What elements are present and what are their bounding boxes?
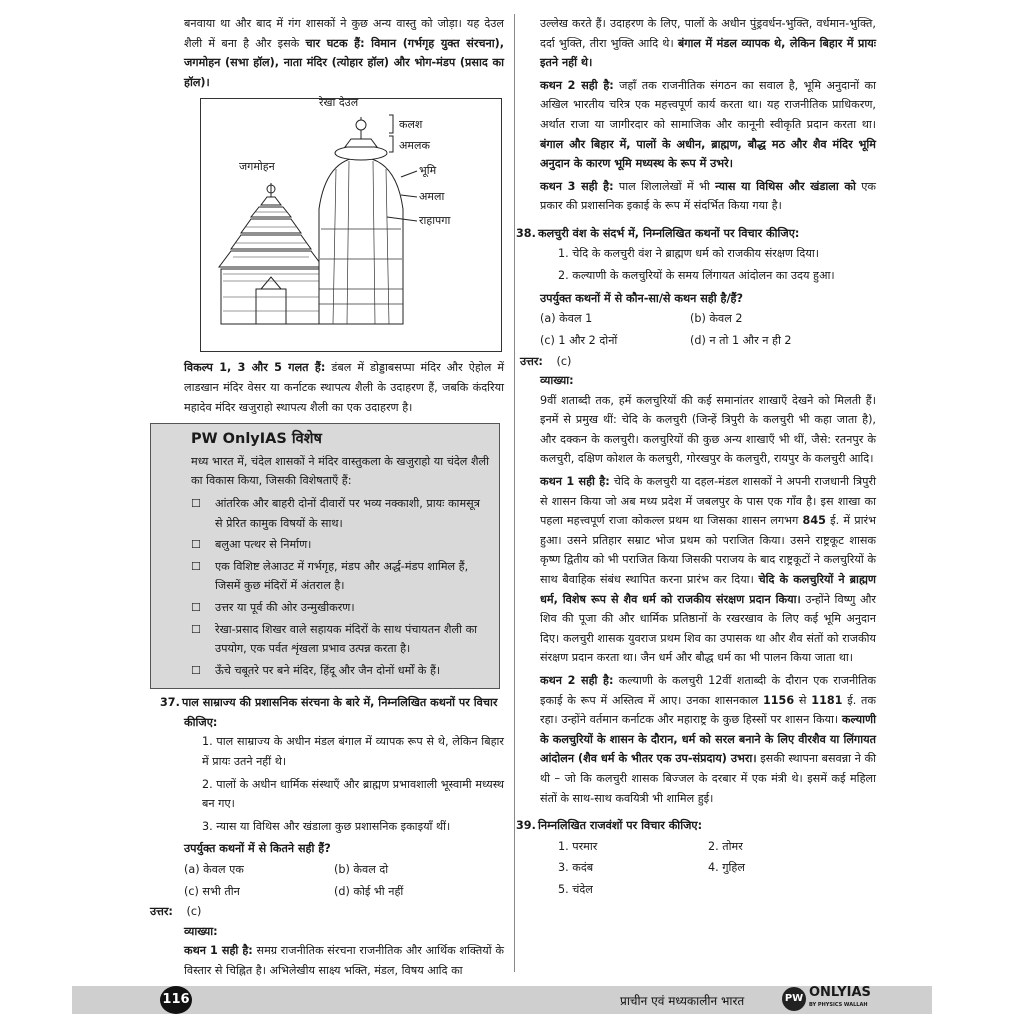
q38-options [540, 308, 876, 351]
label-kalash: कलश [399, 118, 423, 132]
q37-option-b: (b) केवल दो [334, 863, 389, 877]
q39-items [540, 836, 876, 901]
q38-answer: उत्तर: (c) [520, 354, 572, 368]
label-amalak: अमलक [399, 139, 430, 153]
box-item: ☐ रेखा-प्रसाद शिखर वाले सहायक मंदिरों के साथ पंचायतन शैली का उपयोग, एक पर्वत शृंखला प्रभाव उत्पन्न करता है। [191, 620, 489, 659]
label-rahapaga: राहापगा [419, 214, 451, 228]
q37-options [184, 859, 504, 902]
konark-temple-illustration [201, 99, 501, 351]
brand-name: ONLYIAS BY PHYSICS WALLAH [809, 985, 871, 1008]
box-intro: मध्य भारत में, चंदेल शासकों ने मंदिर वास्तुकला के खजुराहो या चंदेल शैली का विकास किया, जिसकी विशेषताएँ हैं: [191, 454, 489, 488]
q38-explanation-intro: 9वीं शताब्दी तक, हमें कलचुरियों की कई समानांतर शाखाएँ देखने को मिलती हैं। इनमें से प्रमुख थीं: चेदि के कलचुरी (जिन्हें त्रिपुरी के कलचुरी भी कहा जाता है), और दक्कन के कलचुरी। कलचुरियों की कुछ अन्य शाखाएँ भी थीं, जैसे: रतनपुर के कलचुरी, दक्षिण कोशल के कलचुरी, गोरखपुर के कलचुरी, रायपुर के कलचुरी आदि। [540, 393, 876, 466]
q39-item-3: 3. कदंब [558, 861, 594, 875]
pw-logo-icon: PW [782, 987, 806, 1011]
q37-ask: उपर्युक्त कथनों में से कितने सही हैं? [184, 842, 331, 856]
q37-statement-3: 3. न्यास या विथिस और खंडाला कुछ प्रशासनिक इकाइयाँ थीं। [202, 819, 451, 833]
label-amla: अमला [419, 190, 445, 204]
q37-explanation-label: व्याख्या: [184, 924, 218, 938]
q38-option-d: (d) न तो 1 और न ही 2 [690, 333, 792, 347]
box-item: ☐ आंतरिक और बाहरी दोनों दीवारों पर भव्य नक्काशी, प्रायः कामसूत्र से प्रेरित कामुक विषयों के साथ। [191, 494, 489, 533]
q38-statement-1: 1. चेदि के कलचुरी वंश ने ब्राह्मण धर्म को राजकीय संरक्षण दिया। [558, 246, 819, 260]
q37-continued: उल्लेख करते हैं। उदाहरण के लिए, पालों के अधीन पुंड्रवर्धन-भुक्ति, वर्धमान-भुक्ति, दर्दा भुक्ति, तीरा भुक्ति आदि थे। बंगाल में मंडल व्यापक थे, लेकिन बिहार में प्रायः इतने नहीं थे। [540, 17, 877, 70]
q37-option-c: (c) सभी तीन [184, 884, 240, 898]
box-list [191, 494, 489, 680]
box-item: ☐ उत्तर या पूर्व की ओर उन्मुखीकरण। [191, 598, 489, 618]
q37-answer: उत्तर: (c) [150, 905, 202, 919]
q38-option-b: (b) केवल 2 [690, 312, 743, 326]
column-divider [514, 14, 515, 972]
q37-statement-1-explanation: कथन 1 सही है: समग्र राजनीतिक संरचना राजनीतिक और आर्थिक शक्तियों के विस्तार से चिह्नित है। अभिलेखीय साक्ष्य भक्ति, मंडल, विषय आदि का [184, 944, 505, 977]
box-title: PW OnlyIAS विशेष [191, 431, 322, 448]
label-rekha-deul: रेखा देउल [319, 96, 359, 110]
box-item: ☐ ऊँचे चबूतरे पर बने मंदिर, हिंदू और जैन दोनों धर्मों के हैं। [191, 661, 489, 681]
q38-option-c: (c) 1 और 2 दोनों [540, 333, 618, 347]
book-title: प्राचीन एवं मध्यकालीन भारत [620, 994, 745, 1008]
q37-statement-1: 1. पाल साम्राज्य के अधीन मंडल बंगाल में व्यापक रूप से थे, लेकिन बिहार में प्रायः उतने नहीं थे। [202, 735, 504, 769]
label-jagmohan: जगमोहन [239, 160, 275, 174]
question-37: 37. पाल साम्राज्य की प्रशासनिक संरचना के बारे में, निम्नलिखित कथनों पर विचार कीजिए: [160, 696, 498, 729]
question-39: 39. निम्नलिखित राजवंशों पर विचार कीजिए: [516, 819, 703, 833]
onlyias-logo [782, 987, 871, 1011]
q38-statement-1-explanation: कथन 1 सही है: चेदि के कलचुरी या दहल-मंडल शासकों ने अपनी राजधानी त्रिपुरी से शासन किया जो अब मध्य प्रदेश में जबलपुर के पास एक गाँव है। इस शाखा का पहला महत्त्वपूर्ण राजा कोकल्ल प्रथम था जिसका शासन लगभग 845 ई. में प्रारंभ हुआ। उसने प्रतिहार सम्राट भोज प्रथम को पराजित किया। उसने राष्ट्रकूट शासक कृष्ण द्वितीय को भी पराजित किया जिसकी पराजय के बाद राष्ट्रकूटों ने कलचुरियों के साथ बैवाहिक संबंध स्थापित करना प्रारंभ कर दिया। चेदि के कलचुरियों ने ब्राह्मण धर्म, विशेष रूप से शैव धर्म को राजकीय संरक्षण प्रदान किया। उन्होंने विष्णु और शिव की पूजा की और धार्मिक प्रतिष्ठानों के रखरखाव के लिए कई भूमि अनुदान दिए। कलचुरी शासक युवराज प्रथम शिव का उपासक था और शैव संतों को राजकीय संरक्षण प्रदान करता था। जैन धर्म और बौद्ध धर्म का भी पालन किया जाता था। [540, 475, 877, 665]
q37-statement-2: 2. पालों के अधीन धार्मिक संस्थाएँ और ब्राह्मण प्रभावशाली भूस्वामी मध्यस्थ बन गए। [202, 777, 504, 811]
box-item: ☐ एक विशिष्ट लेआउट में गर्भगृह, मंडप और अर्द्ध-मंडप शामिल हैं, जिसमें कुछ मंदिरों में अंतराल है। [191, 557, 489, 596]
q39-item-1: 1. परमार [558, 839, 598, 853]
q37-statement-2-explanation: कथन 2 सही है: जहाँ तक राजनीतिक संगठन का सवाल है, भूमि अनुदानों का अखिल भारतीय चरित्र एक महत्त्वपूर्ण कार्य करता था। यह राजनीतिक प्राधिकरण, अर्थात राजा या जागीरदार को सामाजिक और कानूनी स्वीकृति प्रदान करता था। बंगाल और बिहार में, पालों के अधीन, ब्राह्मण, बौद्ध मठ और शैव मंदिर भूमि अनुदान के कारण भूमि मध्यस्थ के रूप में उभरे। [540, 78, 877, 171]
temple-figure [200, 98, 502, 352]
option-explanation: विकल्प 1, 3 और 5 गलत हैं: डंबल में डोड्डाबसप्पा मंदिर और ऐहोल में लाडखान मंदिर वेसर या कर्नाटक स्थापत्य शैली के उदाहरण हैं, जबकि कंदरिया महादेव मंदिर खजुराहो स्थापत्य शैली का एक उदाहरण है। [184, 361, 505, 414]
label-bhumi: भूमि [419, 164, 437, 178]
q38-ask: उपर्युक्त कथनों में से कौन-सा/से कथन सही है/हैं? [540, 291, 743, 305]
q38-statement-2: 2. कल्याणी के कलचुरियों के समय लिंगायत आंदोलन का उदय हुआ। [558, 269, 835, 283]
q37-statement-3-explanation: कथन 3 सही है: पाल शिलालेखों में भी न्यास या विथिस और खंडाला को एक प्रकार की प्रशासनिक इकाई के रूप में संदर्भित किया गया है। [540, 179, 877, 213]
question-38: 38. कलचुरी वंश के संदर्भ में, निम्नलिखित कथनों पर विचार कीजिए: [516, 226, 800, 240]
q37-option-a: (a) केवल एक [184, 863, 244, 877]
q38-statement-2-explanation: कथन 2 सही है: कल्याणी के कलचुरी 12वीं शताब्दी के दौरान एक राजनीतिक इकाई के रूप में अस्तित्व में आए। उनका शासनकाल 1156 से 1181 ई. तक रहा। उन्होंने वर्तमान कर्नाटक और महाराष्ट्र के कुछ हिस्सों पर शासन किया। कल्याणी के कलचुरियों के शासन के दौरान, धर्म को सरल बनाने के लिए वीरशैव या लिंगायत आंदोलन (शैव धर्म के भीतर एक उप-संप्रदाय) उभरा। इसकी स्थापना बसवन्ना ने की थी – जो कि कलचुरी शासक बिज्जल के दरबार में एक मंत्री थे। इसमें कई महिला संतों के साथ-साथ कवयित्री भी शामिल हुई। [540, 674, 877, 805]
intro-paragraph: बनवाया था और बाद में गंग शासकों ने कुछ अन्य वास्तु को जोड़ा। यह देउल शैली में बना है और इसके चार घटक हैं: विमान (गर्भगृह युक्त संरचना), जगमोहन (सभा हॉल), नाता मंदिर (त्योहार हॉल) और भोग-मंडप (प्रसाद का हॉल)। [184, 17, 504, 89]
page-number: 116 [160, 986, 192, 1014]
box-item: ☐ बलुआ पत्थर से निर्माण। [191, 535, 489, 555]
q39-item-5: 5. चंदेल [558, 882, 593, 896]
pw-special-box [150, 423, 500, 689]
q39-item-2: 2. तोमर [708, 839, 743, 853]
right-column [516, 14, 877, 901]
q37-option-d: (d) कोई भी नहीं [334, 884, 404, 898]
q39-item-4: 4. गुहिल [708, 861, 745, 875]
q38-explanation-label: व्याख्या: [540, 374, 574, 388]
q38-option-a: (a) केवल 1 [540, 312, 593, 326]
left-column [150, 14, 505, 984]
